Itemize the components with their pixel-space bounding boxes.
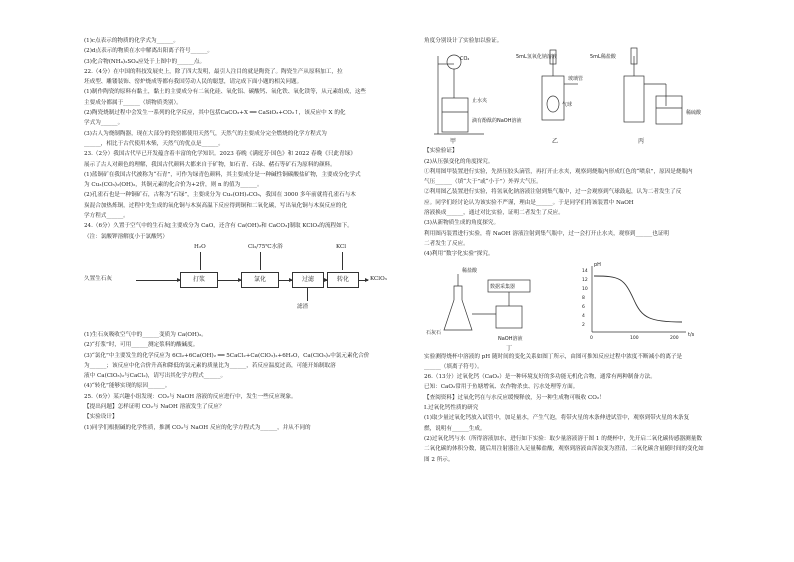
left-b-line: 【提出问题】怎样证明 CO₂与 NaOH 溶液发生了反应？ [84,404,225,411]
ph-graph-svg [424,260,736,352]
app-naoh-sol-label: 滴有酚酞的NaOH溶液 [472,118,522,125]
left-b-line: 为______；该反应中化合价升高和降低的氯元素的质量比为______，若反应温度过高，可能开始制取溶 [84,362,336,369]
graph-co2-label: 稀盐酸 [462,267,478,274]
app-bing-label: 丙 [638,138,645,146]
graph-y-tick: 10 [582,286,588,292]
left-a-line: （注：氯酸钾溶解度小于氯酸钙） [84,233,168,240]
graph-ding-label: 丁 [506,344,513,352]
flow-arrow-3 [278,280,292,281]
left-column [84,36,396,433]
graph-y-tick: 8 [582,295,585,301]
app-balloon-label: 气球 [562,102,573,109]
left-text-block-b [84,330,396,433]
flow-step-3: 过滤 [292,272,324,288]
app-h2so4-label: 稀硫酸 [686,110,702,117]
app-cl-label: 5mL稀盐酸 [590,54,616,61]
left-text-block-a [84,36,396,242]
right-b-line: 燃，说明有______生成。 [424,425,486,432]
left-b-line: (2)“打浆”时，可用______测定浆料的酸碱度。 [84,342,199,349]
right-b-line: 二氧化碳的体积分数，随后用注射器注入足量稀盐酸，观察到溶液由浑浊变为澄清，二氧化碳含量随时间的变化如 [424,446,704,453]
left-a-line: 24.（6分）久置于空气中的生石灰[主要成分为 CaO，还含有 Ca(OH)₂和 CaCO₃]制取 KClO₃的流程如下。 [84,223,353,230]
flow-arrow-2 [217,280,241,281]
graph-apparatus-label: 数据采集器 [490,283,516,290]
left-b-line: (1)生石灰吸收空气中的______变质为 Ca(OH)₂。 [84,331,207,338]
right-a-line: 【实验验证】 [424,148,458,155]
left-a-line: 22.（4分）在中国的科技发展史上，除了四大发明，最引人注目的就是陶瓷了。陶瓷生产从原料加工，拉 [84,68,343,75]
right-b-line: 已知：CaO₂常用于鱼塘增氧、农作物杀虫、污水处理等方面。 [424,384,579,391]
right-b-line: ______（填离子符号）。 [424,363,483,370]
graph-x-tick: 100 [630,335,639,341]
right-b-line: 图 2 所示。 [424,456,454,463]
left-a-line: 学式为______。 [84,120,124,127]
right-a-line: 溶液换成______，通过对比实验，证明二者发生了反应。 [424,210,564,217]
left-a-line: (3)古人为烧制陶器，现在大部分的瓷窑都使用天然气，天然气的主要成分完全燃烧的化学方程式为 [84,130,327,137]
flow-kcl-label: KCl [336,243,347,250]
right-b-line: 实验测得烧杯中溶液的 pH 随时间的变化关系如图丁所示，由图可推知反应过程中浓度不断减小的离子是 [424,353,683,360]
right-intro: 角度分别设计了实验加以验证。 [424,38,503,44]
left-a-line: 坯成型、雕镂装饰、窑炉烧成等都有我国劳动人民的聪慧，请完成下面小题的相关问题。 [84,79,303,86]
right-b-line: 26.（13分）过氧化钙（CaO₂）是一种环境友好的多功能无机化合物，通常有两种制备方法。 [424,374,656,381]
right-b-line: 【查阅资料】过氧化钙在与水反应缓慢释放，另一种生成物可吸收 CO₂！ [424,394,605,401]
flow-arrow-kcl [342,252,343,270]
left-a-line: (2)孔雀石也是一种铜矿石，古称为“石绿”，主要成分为 Cu₂(OH)₂CO₃，我国在 3000 多年前就将孔雀石与木 [84,192,356,199]
graph-y-ticks [582,268,588,328]
right-a-line: ①利用图甲装置进行实验，先挤压胶头滴管，再打开止水夹，观察到烧瓶内形成红色的“喷泉”，原因是烧瓶内 [424,168,693,175]
graph-y-tick: 2 [582,322,585,328]
graph-stone-label: 石灰石 [426,329,442,336]
right-a-line: 二者发生了反应。 [424,240,469,247]
flow-raw-label: 久置生石灰 [84,275,112,282]
flow-arrow-cl2 [260,252,261,270]
app-tube-label: 玻璃管 [568,76,584,83]
left-a-line: (1)蓝铜矿在我国古代被称为“石青”，可作为绿青色颜料，其主要成分是一种碱性铜碳酸盐矿物，主要成分化学式 [84,171,361,178]
right-a-line: 应。同学们经讨论认为该实验不严谨，理由是______。于是同学们将该装置中 NaOH [424,199,634,206]
left-a-line: 学方程式______。 [84,213,129,220]
graph-y-tick: 12 [582,277,588,283]
right-b-line: (2)过氧化钙与水（所得溶液加水，进行如下实验：取少量溶液溶于图 1 的烧杯中，先开启二氧化碳传感器测量数 [424,435,702,442]
graph-y-tick: 4 [582,313,585,319]
graph-y-tick: 14 [582,268,588,274]
app-yi-label: 乙 [552,138,559,146]
app-water-clip-label: 止水夹 [472,98,488,105]
right-a-line: (2)从压强变化的角度探究。 [424,158,494,165]
flow-step-1: 打浆 [180,272,218,288]
right-text-block-a [424,146,736,259]
flow-arrow-residue [307,287,308,301]
left-a-line: ______，相比于古代使用木柴，天然气的优点是______。 [84,140,224,147]
left-b-line: (4)“转化”能够实现的原因______。 [84,383,171,390]
left-a-line: (2)d点表示的物质在水中解离出阳离子符号______。 [84,48,213,55]
left-a-line: (3)化合物(NH₄)₂SO₄应处于上图中的______点。 [84,58,206,65]
left-b-line: 25.（6分）某兴趣小组发现：CO₂与 NaOH 溶液的反应进行中，发生一些反应现象。 [84,393,297,400]
app-jia-label: 甲 [450,138,457,146]
left-a-line: 炭混合加热炼铜，过程中先生成的氧化铜与木炭高温下反应得到铜和二氧化碳，写出氧化铜与木炭反应的化 [84,202,347,209]
left-a-line: 23.（2分）我国古代早已开发蕴含着丰富的化学知识。2023 春晚《满庭芳·国色》和 2022 春晚《只此青绿》 [84,151,356,158]
kclo3-flow-diagram [84,242,396,330]
flow-step-4: 转化 [327,272,359,288]
left-a-line: 主要成分都属于______（填物质类别）。 [84,99,182,106]
left-a-line: (2)陶瓷烧制过程中会发生一系列的化学反应，其中包括CaCO₃+X ══ CaSiO₃+CO₂↑，该反应中 X 的化 [84,110,346,117]
flow-cl2-label: Cl₂/75℃水浴 [248,243,283,250]
flow-product-label: KClO₃ [370,275,387,282]
left-a-line: 为 Cu₃(CO₃)₂(OH)₂，其铜元素的化合价为+2价，则 n 的值为______。 [84,182,263,189]
graph-x-tick: 200 [670,335,679,341]
right-a-line: ②利用图乙装置进行实验，将氢氧化钠溶液注射到集气瓶中，过一会观察到气球鼓起，认为二者发生了反 [424,189,682,196]
graph-y-tick: 6 [582,304,585,310]
flow-arrow-water [200,252,201,270]
digital-experiment-figure [424,260,736,352]
graph-x-unit: t/s [688,331,695,338]
left-b-line: 液中 Ca(ClO₃)₂与CaCl₂)，请写出其化学方程式______。 [84,373,227,380]
flow-water-label: H₂O [194,243,206,250]
right-a-line: (3)从新物质生成的角度探究。 [424,220,500,227]
left-b-line: (1)同学们根据碱的化学性质，推测 CO₂与 NaOH 反应的化学方程式为______，并从不同的 [84,424,311,431]
right-text-block-b [424,352,736,465]
apparatus-figure-jia-yi-bing [424,46,736,146]
graph-ylabel: pH [594,261,601,268]
left-a-line: (1)制作陶瓷的原料有黏土，黏土的主要成分有二氧化硅、氧化铝、碳酸钙、氧化铁、氧化镁等，从元素组成，这些 [84,89,367,96]
graph-x-ticks [590,335,679,341]
app-syringe-label: 5mL氢氧化钠溶液 [516,54,557,61]
flow-residue-label: 滤渣 [297,303,309,310]
graph-x-tick: 0 [590,335,593,341]
right-a-line: (4)利用“数字化实验”探究。 [424,251,494,258]
right-b-line: (1)取少量过氧化钙放入试管中，加足量水，产生气泡，将带火星的木条伸进试管中，观察到带火星的木条复 [424,415,690,422]
left-b-line: (3)“氯化”中主要发生的化学反应为 6Cl₂+6Ca(OH)₂ ══ 5CaCl₂+Ca(ClO₃)₂+6H₂O，Ca(ClO₃)₂中氯元素化合价 [84,352,370,359]
right-b-line: Ⅰ.过氧化钙性质的研究 [424,405,479,412]
right-a-line: 利用图丙装置进行实验，将 NaOH 溶液注射到集气瓶中，过一会打开止水夹，观察到______也证明 [424,230,670,237]
right-column [424,36,736,465]
flow-step-2: 氯化 [241,272,279,288]
left-a-line: 展示了古人对颜色的理解，我国古代颜料大都来自于矿物，如石青、石绿、赭石等矿石为原料的颜料。 [84,161,336,168]
graph-naoh-label: NaOH溶液 [498,335,523,342]
apparatus-svg [424,46,736,146]
left-a-line: (1)c点表示的物质的化学式为______。 [84,38,179,44]
left-b-line: 【实验设计】 [84,414,118,421]
flow-arrow-5 [358,280,368,281]
right-a-line: 气压______（填“大于”或“小于”）外界大气压。 [424,179,542,186]
flow-arrow-1 [136,280,180,281]
app-co2-label: CO₂ [460,56,470,63]
